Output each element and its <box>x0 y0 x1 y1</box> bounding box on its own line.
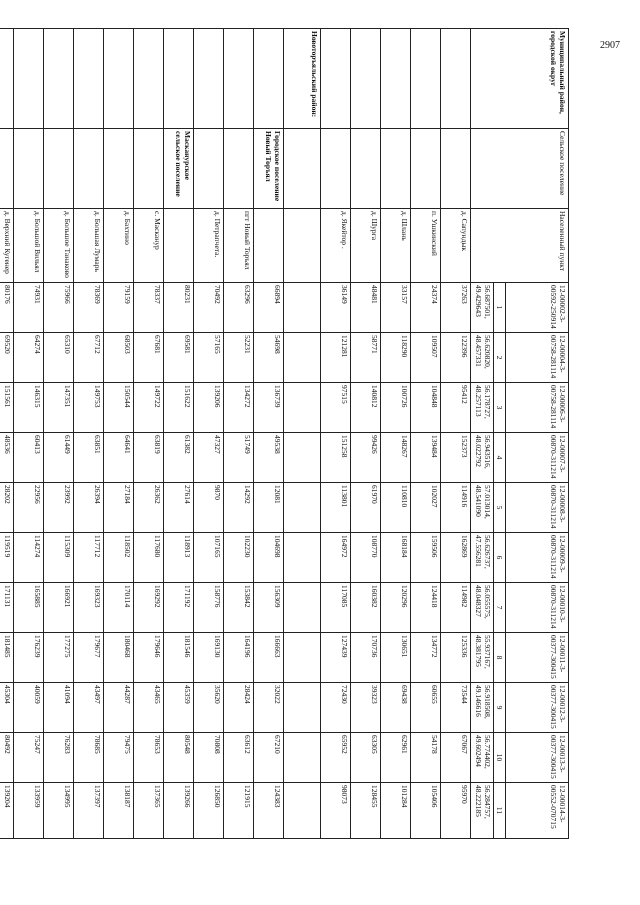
value-cell: 63819 <box>134 433 164 483</box>
settlement-cell <box>351 129 381 209</box>
table-row <box>0 29 14 839</box>
table-row <box>321 29 351 839</box>
value-cell: 48536 <box>0 433 14 483</box>
value-cell: 139484 <box>411 433 441 483</box>
settlement-cell <box>14 129 44 209</box>
value-cell <box>284 633 321 683</box>
locality-cell <box>284 209 321 283</box>
table-row <box>441 29 471 839</box>
value-cell: 45304 <box>0 683 14 733</box>
value-cell: 64641 <box>104 433 134 483</box>
value-cell: 57165 <box>194 333 224 383</box>
settlement-cell: Городское поселение Новый Торъял <box>254 129 284 209</box>
value-cell: 79475 <box>104 733 134 783</box>
value-cell: 48481 <box>351 283 381 333</box>
value-cell: 153842 <box>224 583 254 633</box>
value-cell: 117085 <box>321 583 351 633</box>
locality-cell: д. Шурга <box>351 209 381 283</box>
value-cell: 130651 <box>381 633 411 683</box>
value-cell: 60413 <box>14 433 44 483</box>
value-cell: 101284 <box>381 783 411 839</box>
value-cell: 156309 <box>254 583 284 633</box>
district-cell <box>44 29 74 129</box>
value-cell: 69581 <box>164 333 194 383</box>
table-row <box>104 29 134 839</box>
coordinate-cell: 56.687501, 49.429643 <box>471 283 494 333</box>
table-row <box>284 29 321 839</box>
value-cell: 133959 <box>14 783 44 839</box>
value-cell: 110810 <box>381 483 411 533</box>
table-row <box>194 29 224 839</box>
locality-cell: пгт Новый Торъял <box>224 209 254 283</box>
column-number: 1 <box>494 283 506 333</box>
column-header: 12-00010-3-00870-311214 <box>506 583 569 633</box>
value-cell: 102027 <box>411 483 441 533</box>
column-header: 12-00004-3-00758-281114 <box>506 333 569 383</box>
settlement-cell <box>104 129 134 209</box>
rotated-table-container <box>3 28 569 838</box>
value-cell: 78337 <box>134 283 164 333</box>
value-cell: 80231 <box>164 283 194 333</box>
district-cell <box>224 29 254 129</box>
value-cell: 151622 <box>164 383 194 433</box>
value-cell <box>284 483 321 533</box>
column-header: 12-00002-3-00592-250914 <box>506 283 569 333</box>
district-cell <box>254 29 284 129</box>
value-cell: 166921 <box>44 583 74 633</box>
value-cell: 159506 <box>411 533 441 583</box>
value-cell: 166663 <box>254 633 284 683</box>
value-cell: 27184 <box>104 483 134 533</box>
locality-cell: д. Бахтино <box>104 209 134 283</box>
value-cell: 78369 <box>74 283 104 333</box>
value-cell: 100726 <box>381 383 411 433</box>
value-cell: 95970 <box>441 783 471 839</box>
value-cell: 181546 <box>164 633 194 683</box>
settlement-cell <box>194 129 224 209</box>
value-cell: 66894 <box>254 283 284 333</box>
value-cell: 47327 <box>194 433 224 483</box>
coordinate-cell: 56.774402, 49.602494 <box>471 733 494 783</box>
value-cell: 61449 <box>44 433 74 483</box>
value-cell: 44287 <box>104 683 134 733</box>
distance-table <box>0 28 569 839</box>
value-cell: 107165 <box>194 533 224 583</box>
value-cell: 65952 <box>321 733 351 783</box>
value-cell <box>284 383 321 433</box>
locality-cell: д. Шлань <box>381 209 411 283</box>
value-cell: 152373 <box>441 433 471 483</box>
value-cell: 102230 <box>224 533 254 583</box>
value-cell: 114982 <box>441 583 471 633</box>
value-cell: 28424 <box>224 683 254 733</box>
value-cell: 54178 <box>411 733 441 783</box>
settlement-cell <box>44 129 74 209</box>
header-locality: Населенный пункт <box>471 209 569 283</box>
value-cell: 26362 <box>134 483 164 533</box>
table-row <box>254 29 284 839</box>
district-cell <box>134 29 164 129</box>
value-cell: 72430 <box>321 683 351 733</box>
value-cell: 69520 <box>0 333 14 383</box>
value-cell: 121915 <box>224 783 254 839</box>
value-cell: 49538 <box>254 433 284 483</box>
value-cell: 63612 <box>224 733 254 783</box>
coordinate-cell: 56.943516, 48.022792 <box>471 433 494 483</box>
value-cell: 74931 <box>14 283 44 333</box>
value-cell: 79159 <box>104 283 134 333</box>
value-cell: 171192 <box>164 583 194 633</box>
value-cell: 33157 <box>381 283 411 333</box>
coordinate-cell: 56.284757, 48.222185 <box>471 783 494 839</box>
district-cell <box>164 29 194 129</box>
settlement-cell <box>321 129 351 209</box>
value-cell: 165885 <box>14 583 44 633</box>
settlement-cell <box>411 129 441 209</box>
settlement-cell <box>284 129 321 209</box>
page-number: 2907 <box>600 40 620 51</box>
value-cell: 14292 <box>224 483 254 533</box>
value-cell: 162869 <box>441 533 471 583</box>
value-cell: 170736 <box>351 633 381 683</box>
value-cell: 168184 <box>381 533 411 583</box>
value-cell: 104848 <box>411 383 441 433</box>
locality-cell <box>254 209 284 283</box>
value-cell: 63851 <box>74 433 104 483</box>
value-cell: 73544 <box>441 683 471 733</box>
district-cell <box>411 29 441 129</box>
value-cell: 124383 <box>254 783 284 839</box>
value-cell: 164196 <box>224 633 254 683</box>
header-district: Муниципальный район, городской округ <box>471 29 569 129</box>
coordinate-cell: 56.055575, 48.048327 <box>471 583 494 633</box>
table-row <box>134 29 164 839</box>
column-header: 12-00013-3-00377-300415 <box>506 733 569 783</box>
value-cell: 39323 <box>351 683 381 733</box>
table-row <box>381 29 411 839</box>
settlement-cell <box>0 129 14 209</box>
district-cell <box>321 29 351 129</box>
value-cell: 95412 <box>441 383 471 433</box>
value-cell: 67681 <box>134 333 164 383</box>
value-cell: 22956 <box>14 483 44 533</box>
district-cell <box>194 29 224 129</box>
value-cell: 136739 <box>254 383 284 433</box>
value-cell: 40059 <box>14 683 44 733</box>
value-cell: 127439 <box>321 633 351 683</box>
value-cell: 180468 <box>104 633 134 683</box>
value-cell: 134995 <box>44 783 74 839</box>
value-cell: 122396 <box>441 333 471 383</box>
value-cell: 170114 <box>104 583 134 633</box>
value-cell: 151561 <box>0 383 14 433</box>
value-cell: 80492 <box>0 733 14 783</box>
value-cell: 99426 <box>351 433 381 483</box>
coordinate-cell: 56.626737, 47.556281 <box>471 533 494 583</box>
settlement-cell <box>381 129 411 209</box>
settlement-cell <box>224 129 254 209</box>
column-header: 12-00011-3-00377-300415 <box>506 633 569 683</box>
value-cell: 36149 <box>321 283 351 333</box>
value-cell: 139204 <box>0 783 14 839</box>
value-cell: 171131 <box>0 583 14 633</box>
value-cell: 78653 <box>134 733 164 783</box>
column-number: 5 <box>494 483 506 533</box>
value-cell <box>284 583 321 633</box>
value-cell: 128455 <box>351 783 381 839</box>
district-cell <box>0 29 14 129</box>
district-cell <box>441 29 471 129</box>
value-cell: 177275 <box>44 633 74 683</box>
value-cell: 105406 <box>411 783 441 839</box>
column-header: 12-00012-3-00377-300415 <box>506 683 569 733</box>
value-cell: 35620 <box>194 683 224 733</box>
settlement-cell <box>74 129 104 209</box>
table-row <box>224 29 254 839</box>
value-cell <box>284 783 321 839</box>
value-cell: 114274 <box>14 533 44 583</box>
locality-cell: д. Верхний Кугенер <box>0 209 14 283</box>
value-cell: 134272 <box>224 383 254 433</box>
value-cell: 108770 <box>351 533 381 583</box>
table-row <box>14 29 44 839</box>
value-cell: 68503 <box>104 333 134 383</box>
value-cell: 179677 <box>74 633 104 683</box>
value-cell: 61970 <box>351 483 381 533</box>
value-cell: 67210 <box>254 733 284 783</box>
value-cell: 24374 <box>411 283 441 333</box>
locality-cell: с. Масканур <box>134 209 164 283</box>
value-cell: 126850 <box>194 783 224 839</box>
value-cell: 148267 <box>381 433 411 483</box>
value-cell: 63296 <box>224 283 254 333</box>
value-cell: 134772 <box>411 633 441 683</box>
value-cell: 139266 <box>164 783 194 839</box>
value-cell: 43497 <box>74 683 104 733</box>
value-cell: 76283 <box>44 733 74 783</box>
value-cell: 113801 <box>321 483 351 533</box>
coordinate-cell: 56.918508, 49.146616 <box>471 683 494 733</box>
value-cell: 158776 <box>194 583 224 633</box>
value-cell <box>284 433 321 483</box>
settlement-cell <box>441 129 471 209</box>
value-cell: 114916 <box>441 483 471 533</box>
column-number: 2 <box>494 333 506 383</box>
value-cell: 119519 <box>0 533 14 583</box>
value-cell: 149722 <box>134 383 164 433</box>
value-cell: 137397 <box>74 783 104 839</box>
value-cell: 118913 <box>164 533 194 583</box>
value-cell: 169292 <box>134 583 164 633</box>
value-cell <box>284 733 321 783</box>
value-cell: 181485 <box>0 633 14 683</box>
value-cell: 140812 <box>351 383 381 433</box>
value-cell: 120296 <box>381 583 411 633</box>
value-cell: 75966 <box>44 283 74 333</box>
value-cell: 12081 <box>254 483 284 533</box>
column-header: 12-00008-3-00870-311214 <box>506 483 569 533</box>
value-cell: 28202 <box>0 483 14 533</box>
value-cell: 67067 <box>441 733 471 783</box>
value-cell: 109507 <box>411 333 441 383</box>
value-cell: 139206 <box>194 383 224 433</box>
locality-cell: д. Сапундык <box>441 209 471 283</box>
table-row <box>74 29 104 839</box>
locality-cell: п. Ушкинский <box>411 209 441 283</box>
value-cell: 75247 <box>14 733 44 783</box>
value-cell: 169130 <box>194 633 224 683</box>
column-number: 6 <box>494 533 506 583</box>
column-header: 12-00006-3-00758-281114 <box>506 383 569 433</box>
value-cell: 104698 <box>254 533 284 583</box>
value-cell: 176239 <box>14 633 44 683</box>
value-cell: 52231 <box>224 333 254 383</box>
value-cell: 151258 <box>321 433 351 483</box>
district-cell: Новоторъяльский район: <box>284 29 321 129</box>
value-cell: 61382 <box>164 433 194 483</box>
value-cell: 121281 <box>321 333 351 383</box>
value-cell: 9870 <box>194 483 224 533</box>
value-cell: 69438 <box>381 683 411 733</box>
value-cell: 117712 <box>74 533 104 583</box>
locality-cell: д. Большой Вильял <box>14 209 44 283</box>
value-cell: 80176 <box>0 283 14 333</box>
value-cell: 164972 <box>321 533 351 583</box>
column-number: 9 <box>494 683 506 733</box>
value-cell: 45359 <box>164 683 194 733</box>
value-cell: 37263 <box>441 283 471 333</box>
value-cell: 125336 <box>441 633 471 683</box>
district-cell <box>381 29 411 129</box>
value-cell: 67712 <box>74 333 104 383</box>
value-cell: 70808 <box>194 733 224 783</box>
district-cell <box>351 29 381 129</box>
value-cell: 118290 <box>381 333 411 383</box>
table-row <box>44 29 74 839</box>
value-cell: 32022 <box>254 683 284 733</box>
value-cell: 41094 <box>44 683 74 733</box>
locality-cell: д. Якейтор . <box>321 209 351 283</box>
value-cell: 149753 <box>74 383 104 433</box>
value-cell: 64274 <box>14 333 44 383</box>
value-cell: 169323 <box>74 583 104 633</box>
value-cell: 27614 <box>164 483 194 533</box>
column-number: 3 <box>494 383 506 433</box>
value-cell: 118502 <box>104 533 134 583</box>
value-cell: 97515 <box>321 383 351 433</box>
value-cell <box>284 533 321 583</box>
column-number: 8 <box>494 633 506 683</box>
value-cell: 43465 <box>134 683 164 733</box>
value-cell: 147351 <box>44 383 74 433</box>
locality-cell: д. Петрапчета. <box>194 209 224 283</box>
value-cell: 150544 <box>104 383 134 433</box>
header-settlement: Сельское поселение <box>471 129 569 209</box>
value-cell <box>284 683 321 733</box>
column-header: 12-00009-3-00870-311214 <box>506 533 569 583</box>
table-row <box>351 29 381 839</box>
value-cell: 58771 <box>351 333 381 383</box>
value-cell: 51749 <box>224 433 254 483</box>
value-cell: 63305 <box>351 733 381 783</box>
column-number: 7 <box>494 583 506 633</box>
value-cell: 146315 <box>14 383 44 433</box>
value-cell: 137365 <box>134 783 164 839</box>
table-row <box>411 29 441 839</box>
coordinate-cell: 56.620820, 48.457331 <box>471 333 494 383</box>
column-number: 10 <box>494 733 506 783</box>
coordinate-cell: 56.178727, 48.257113 <box>471 383 494 433</box>
value-cell: 60655 <box>411 683 441 733</box>
value-cell: 138187 <box>104 783 134 839</box>
district-cell <box>74 29 104 129</box>
settlement-cell <box>134 129 164 209</box>
value-cell <box>284 333 321 383</box>
value-cell: 78685 <box>74 733 104 783</box>
coordinate-cell: 57.013014, 48.541090 <box>471 483 494 533</box>
locality-cell <box>164 209 194 283</box>
value-cell: 98073 <box>321 783 351 839</box>
value-cell: 65310 <box>44 333 74 383</box>
value-cell: 179646 <box>134 633 164 683</box>
locality-cell: д. Большое Танаково <box>44 209 74 283</box>
value-cell: 23992 <box>44 483 74 533</box>
locality-cell: д. Большая Лумарь <box>74 209 104 283</box>
table-row <box>164 29 194 839</box>
district-cell <box>14 29 44 129</box>
header-row <box>506 29 569 839</box>
value-cell: 70492 <box>194 283 224 333</box>
column-number: 4 <box>494 433 506 483</box>
district-cell <box>104 29 134 129</box>
value-cell: 80548 <box>164 733 194 783</box>
value-cell: 117680 <box>134 533 164 583</box>
value-cell: 124418 <box>411 583 441 633</box>
value-cell: 115309 <box>44 533 74 583</box>
column-header: 12-00007-3-00870-311214 <box>506 433 569 483</box>
value-cell: 54698 <box>254 333 284 383</box>
coordinate-cell: 55.937167, 48.381795 <box>471 633 494 683</box>
value-cell: 26394 <box>74 483 104 533</box>
settlement-cell: Масканурское сельское поселение <box>164 129 194 209</box>
column-number: 11 <box>494 783 506 839</box>
column-header: 12-00014-3-00552-070715 <box>506 783 569 839</box>
value-cell <box>284 283 321 333</box>
value-cell: 160382 <box>351 583 381 633</box>
value-cell: 62961 <box>381 733 411 783</box>
